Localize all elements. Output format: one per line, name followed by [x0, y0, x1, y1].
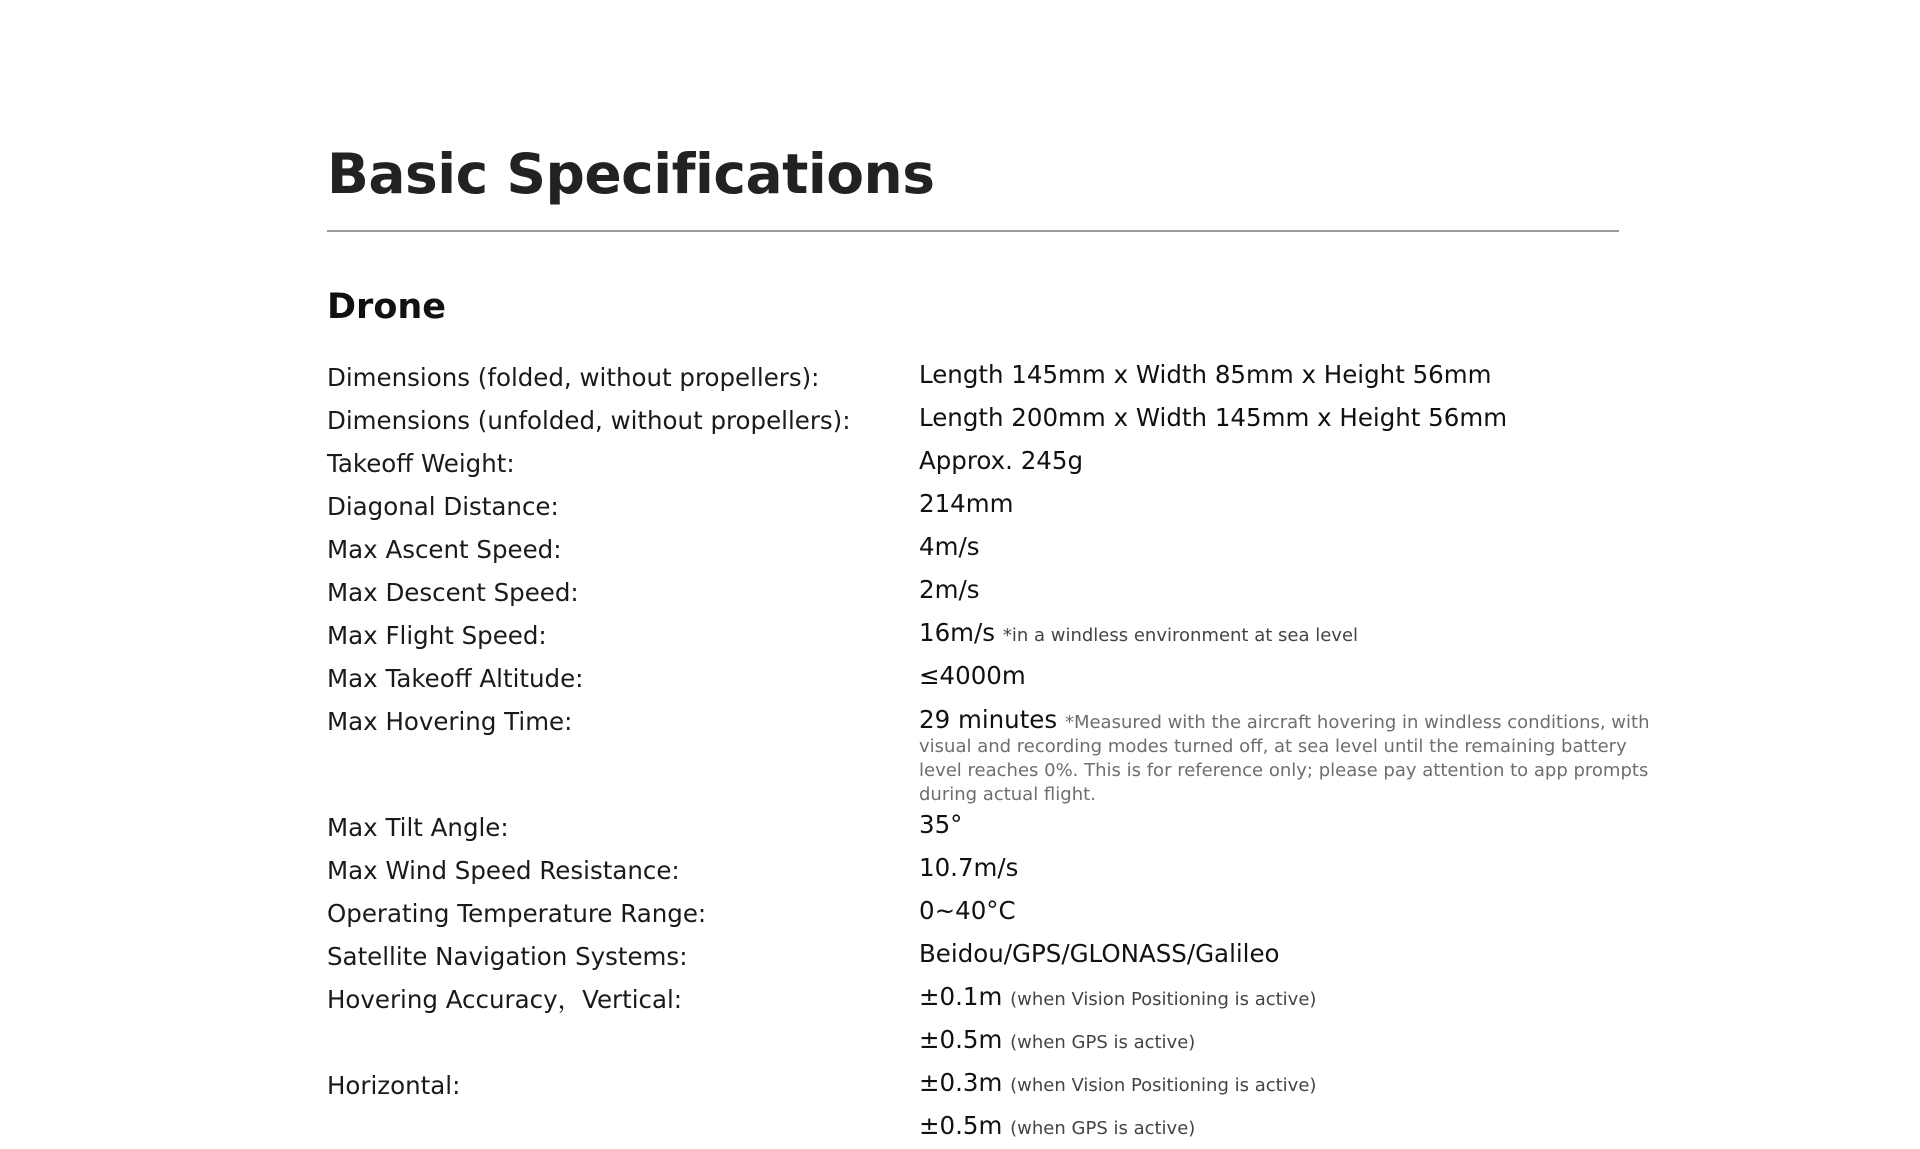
spec-row-diagonal-distance	[327, 484, 1657, 527]
spec-label: Max Tilt Angle:	[327, 813, 509, 842]
spec-row-hovering-accuracy-horizontal	[327, 1063, 1657, 1106]
spec-note: (when Vision Positioning is active)	[1010, 1075, 1317, 1096]
spec-value	[919, 656, 1657, 696]
spec-label: Dimensions (folded, without propellers):	[327, 363, 820, 392]
spec-value	[919, 1106, 1657, 1149]
spec-value-text: ±0.5m	[919, 1111, 1003, 1140]
spec-label: Horizontal:	[327, 1071, 461, 1100]
spec-value-text: 10.7m/s	[919, 853, 1019, 882]
spec-value	[919, 1063, 1657, 1106]
spec-value-text: 29 minutes	[919, 705, 1058, 734]
spec-value-text: ±0.3m	[919, 1068, 1003, 1097]
spec-value	[919, 484, 1657, 524]
spec-label: Diagonal Distance:	[327, 492, 559, 521]
spec-value-text: 35°	[919, 810, 963, 839]
spec-row-max-hovering-time	[327, 699, 1657, 805]
spec-value	[919, 891, 1657, 931]
spec-row-max-flight-speed	[327, 613, 1657, 656]
spec-value	[919, 848, 1657, 888]
spec-label: Max Descent Speed:	[327, 578, 579, 607]
section-title: Drone	[327, 287, 447, 327]
spec-value-text: ±0.1m	[919, 982, 1003, 1011]
spec-row-hovering-accuracy-vertical	[327, 977, 1657, 1020]
spec-value	[919, 699, 1657, 805]
spec-row-takeoff-weight	[327, 441, 1657, 484]
spec-value-text: 2m/s	[919, 575, 980, 604]
title-divider	[327, 230, 1619, 232]
spec-value	[919, 570, 1657, 610]
spec-value	[919, 441, 1657, 481]
spec-value	[919, 527, 1657, 567]
spec-label	[327, 1020, 919, 1023]
spec-list	[327, 355, 1657, 1149]
spec-row-operating-temperature	[327, 891, 1657, 934]
spec-value-text: Length 200mm x Width 145mm x Height 56mm	[919, 403, 1508, 432]
spec-row-max-ascent-speed	[327, 527, 1657, 570]
spec-note: (when GPS is active)	[1010, 1118, 1196, 1139]
spec-row-max-tilt-angle	[327, 805, 1657, 848]
spec-value-text: 214mm	[919, 489, 1014, 518]
spec-label	[327, 1106, 919, 1109]
spec-value-text: 4m/s	[919, 532, 980, 561]
spec-value-text: 0~40°C	[919, 896, 1016, 925]
spec-label: Max Takeoff Altitude:	[327, 664, 584, 693]
spec-note: (when GPS is active)	[1010, 1032, 1196, 1053]
spec-note: *Measured with the aircraft hovering in windless conditions, with visual and recording modes turned off, at sea level until the remaining battery level reaches 0%. This is for reference only; please pay attention to app prompts during actual flight.	[919, 712, 1650, 805]
spec-value-text: Length 145mm x Width 85mm x Height 56mm	[919, 360, 1492, 389]
spec-label: Hovering Accuracy，Vertical:	[327, 985, 683, 1014]
spec-value	[919, 398, 1657, 438]
spec-value	[919, 355, 1657, 395]
spec-row-hovering-accuracy-horizontal-gps	[327, 1106, 1657, 1149]
spec-label: Takeoff Weight:	[327, 449, 515, 478]
spec-value-text: ±0.5m	[919, 1025, 1003, 1054]
spec-row-dimensions-folded	[327, 355, 1657, 398]
spec-row-hovering-accuracy-vertical-gps	[327, 1020, 1657, 1063]
spec-value	[919, 1020, 1657, 1063]
spec-label: Satellite Navigation Systems:	[327, 942, 688, 971]
spec-label: Dimensions (unfolded, without propellers):	[327, 406, 851, 435]
spec-value-text: 16m/s	[919, 618, 996, 647]
spec-value-text: ≤4000m	[919, 661, 1026, 690]
spec-row-max-descent-speed	[327, 570, 1657, 613]
spec-label: Max Flight Speed:	[327, 621, 547, 650]
spec-value	[919, 977, 1657, 1020]
spec-note: (when Vision Positioning is active)	[1010, 989, 1317, 1010]
spec-value	[919, 805, 1657, 845]
spec-row-max-takeoff-altitude	[327, 656, 1657, 699]
spec-note: *in a windless environment at sea level	[1002, 625, 1359, 646]
spec-value-text: Approx. 245g	[919, 446, 1084, 475]
spec-row-satellite-navigation	[327, 934, 1657, 977]
spec-label: Max Wind Speed Resistance:	[327, 856, 680, 885]
spec-label: Operating Temperature Range:	[327, 899, 707, 928]
spec-label: Max Ascent Speed:	[327, 535, 562, 564]
page-title: Basic Specifications	[327, 142, 935, 206]
spec-value	[919, 934, 1657, 974]
spec-row-max-wind-speed-resistance	[327, 848, 1657, 891]
spec-value	[919, 613, 1657, 656]
spec-label: Max Hovering Time:	[327, 707, 573, 736]
spec-value-text: Beidou/GPS/GLONASS/Galileo	[919, 939, 1280, 968]
spec-row-dimensions-unfolded	[327, 398, 1657, 441]
